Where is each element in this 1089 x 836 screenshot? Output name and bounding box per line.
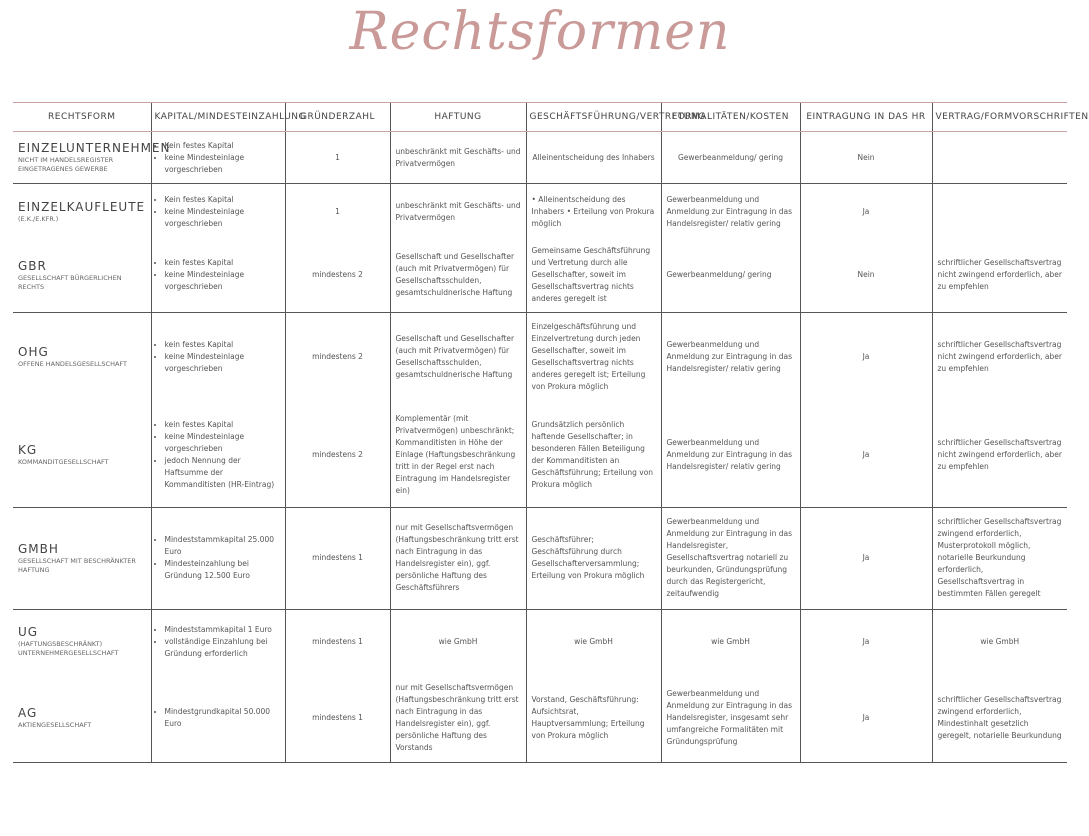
- hr-cell: Ja: [800, 184, 932, 239]
- rechtsform-name: GBR: [18, 258, 47, 273]
- kapital-item: • Mindeststammkapital 25.000 Euro: [165, 534, 280, 558]
- col-header-haftung: HAFTUNG: [390, 103, 526, 132]
- rechtsform-subtitle: KOMMANDITGESELLSCHAFT: [18, 457, 109, 466]
- formalitaeten-cell: Gewerbeanmeldung und Anmeldung zur Eintragung in das Handelsregister/ relativ gering: [661, 312, 800, 402]
- rechtsform-subtitle: NICHT IM HANDELSREGISTER EINGETRAGENES GEWERBE: [18, 156, 114, 174]
- geschaeftsfuehrung-cell: Einzelgeschäftsführung und Einzelvertretung durch jeden Gesellschafter, soweit im Gesellschaftsvertrag nichts anderes geregelt ist; Erteilung von Prokura möglich: [526, 312, 661, 402]
- kapital-item: • Kein festes Kapital: [165, 140, 280, 152]
- rechtsform-cell: [13, 312, 151, 402]
- rechtsform-name: KG: [18, 442, 38, 457]
- rechtsform-name: EINZELUNTERNEHMEN: [18, 141, 171, 156]
- hr-cell: Ja: [800, 312, 932, 402]
- formalitaeten-cell: Gewerbeanmeldung und Anmeldung zur Eintragung in das Handelsregister, Gesellschaftsvertrag notariell zu beurkunden, Gründungsprüfung durch das Registergericht, zeitaufwendig: [661, 507, 800, 609]
- hr-cell: Ja: [800, 674, 932, 762]
- haftung-cell: Gesellschaft und Gesellschafter (auch mit Privatvermögen) für Gesellschaftsschulden, gesamtschuldnerische Haftung: [390, 312, 526, 402]
- table-row: [13, 312, 1067, 402]
- kapital-item: • Kein festes Kapital: [165, 194, 280, 206]
- vertrag-cell: schriftlicher Gesellschaftsvertrag zwingend erforderlich, Musterprotokoll möglich, notarielle Beurkundung erforderlich, Gesellschaftsvertrag in bestimmten Fällen geregelt: [932, 507, 1067, 609]
- col-header-geschaeftsfuehrung: GESCHÄFTSFÜHRUNG/VERTRETUNG: [526, 103, 661, 132]
- kapital-cell: [151, 507, 285, 609]
- gruenderzahl-cell: mindestens 2: [285, 402, 390, 507]
- vertrag-cell: schriftlicher Gesellschaftsvertrag nicht zwingend erforderlich, aber zu empfehlen: [932, 239, 1067, 312]
- haftung-cell: nur mit Gesellschaftsvermögen (Haftungsbeschränkung tritt erst nach Eintragung in das Handelsregister ein), ggf. persönliche Haftung des Vorstands: [390, 674, 526, 762]
- gruenderzahl-cell: 1: [285, 184, 390, 239]
- kapital-item: • kein festes Kapital: [165, 257, 280, 269]
- gruenderzahl-cell: mindestens 2: [285, 312, 390, 402]
- col-header-kapital: KAPITAL/MINDESTEINZAHLUNG: [151, 103, 285, 132]
- geschaeftsfuehrung-cell: Geschäftsführer; Geschäftsführung durch Gesellschafterversammlung; Erteilung von Prokura möglich: [526, 507, 661, 609]
- rechtsform-cell: [13, 402, 151, 507]
- formalitaeten-cell: wie GmbH: [661, 609, 800, 674]
- kapital-item: • keine Mindesteinlage vorgeschrieben: [165, 206, 280, 230]
- vertrag-cell: schriftlicher Gesellschaftsvertrag nicht zwingend erforderlich, aber zu empfehlen: [932, 402, 1067, 507]
- kapital-cell: [151, 674, 285, 762]
- rechtsformen-table-wrapper: [13, 102, 1089, 763]
- page-title: Rechtsformen: [349, 2, 731, 62]
- gruenderzahl-cell: mindestens 1: [285, 609, 390, 674]
- kapital-cell: [151, 609, 285, 674]
- kapital-item: • vollständige Einzahlung bei Gründung erforderlich: [165, 636, 280, 660]
- kapital-item: • kein festes Kapital: [165, 339, 280, 351]
- rechtsform-name: EINZELKAUFLEUTE: [18, 199, 146, 214]
- col-header-gruenderzahl: GRÜNDERZAHL: [285, 103, 390, 132]
- rechtsform-name: GMBH: [18, 541, 59, 556]
- hr-cell: Ja: [800, 609, 932, 674]
- rechtsform-subtitle: GESELLSCHAFT BÜRGERLICHEN RECHTS: [18, 273, 122, 291]
- formalitaeten-cell: Gewerbeanmeldung und Anmeldung zur Eintragung in das Handelsregister/ relativ gering: [661, 402, 800, 507]
- rechtsform-name: UG: [18, 625, 39, 640]
- formalitaeten-cell: Gewerbeanmeldung/ gering: [661, 132, 800, 184]
- rechtsform-cell: [13, 132, 171, 184]
- vertrag-cell: [932, 132, 1067, 184]
- geschaeftsfuehrung-cell: • Alleinentscheidung des Inhabers • Erteilung von Prokura möglich: [526, 184, 661, 239]
- rechtsform-subtitle: GESELLSCHAFT MIT BESCHRÄNKTER HAFTUNG: [18, 556, 136, 574]
- formalitaeten-cell: Gewerbeanmeldung und Anmeldung zur Eintragung in das Handelsregister/ relativ gering: [661, 184, 800, 239]
- kapital-item: • keine Mindesteinlage vorgeschrieben: [165, 152, 280, 176]
- vertrag-cell: [932, 184, 1067, 239]
- geschaeftsfuehrung-cell: Grundsätzlich persönlich haftende Gesellschafter; in besonderen Fällen Beteiligung der Kommanditisten an Geschäftsführung; Erteilung von Prokura möglich: [526, 402, 661, 507]
- table-row: [13, 609, 1067, 674]
- haftung-cell: nur mit Gesellschaftsvermögen (Haftungsbeschränkung tritt erst nach Eintragung in das Handelsregister ein), ggf. persönliche Haftung des Geschäftsführers: [390, 507, 526, 609]
- gruenderzahl-cell: mindestens 1: [285, 507, 390, 609]
- kapital-item: • Mindeststammkapital 1 Euro: [165, 624, 280, 636]
- rechtsform-cell: [13, 609, 151, 674]
- table-row: [13, 674, 1067, 762]
- header-row: [13, 103, 1067, 132]
- geschaeftsfuehrung-cell: wie GmbH: [526, 609, 661, 674]
- rechtsform-name: AG: [18, 706, 38, 721]
- kapital-cell: [151, 239, 285, 312]
- kapital-item: • jedoch Nennung der Haftsumme der Kommanditisten (HR-Eintrag): [165, 455, 280, 491]
- rechtsform-subtitle: (HAFTUNGSBESCHRÄNKT) UNTERNEHMERGESELLSCHAFT: [18, 640, 119, 658]
- gruenderzahl-cell: mindestens 2: [285, 239, 390, 312]
- col-header-rechtsform: RECHTSFORM: [13, 103, 151, 132]
- table-row: [13, 132, 1067, 184]
- col-header-formalitaeten: FORMALITÄTEN/KOSTEN: [661, 103, 800, 132]
- rechtsform-subtitle: (E.K./E.KFR.): [18, 214, 59, 223]
- kapital-cell: [151, 132, 285, 184]
- rechtsform-cell: [13, 184, 151, 239]
- table-row: [13, 184, 1067, 239]
- rechtsform-cell: [13, 674, 151, 762]
- rechtsformen-table: [13, 102, 1089, 763]
- gruenderzahl-cell: 1: [285, 132, 390, 184]
- geschaeftsfuehrung-cell: Vorstand, Geschäftsführung: Aufsichtsrat, Hauptversammlung; Erteilung von Prokura möglich: [526, 674, 661, 762]
- hr-cell: Ja: [800, 507, 932, 609]
- kapital-cell: [151, 312, 285, 402]
- gruenderzahl-cell: mindestens 1: [285, 674, 390, 762]
- hr-cell: Ja: [800, 402, 932, 507]
- table-row: [13, 507, 1067, 609]
- rechtsform-subtitle: OFFENE HANDELSGESELLSCHAFT: [18, 360, 128, 369]
- kapital-item: • kein festes Kapital: [165, 419, 280, 431]
- kapital-item: • keine Mindesteinlage vorgeschrieben: [165, 269, 280, 293]
- rechtsform-name: OHG: [18, 345, 49, 360]
- rechtsform-cell: [13, 507, 151, 609]
- kapital-cell: [151, 402, 285, 507]
- haftung-cell: unbeschränkt mit Geschäfts- und Privatvermögen: [390, 132, 526, 184]
- rechtsform-cell: [13, 239, 151, 312]
- kapital-item: • Mindestgrundkapital 50.000 Euro: [165, 706, 280, 730]
- kapital-item: • keine Mindesteinlage vorgeschrieben: [165, 351, 280, 375]
- kapital-item: • Mindesteinzahlung bei Gründung 12.500 Euro: [165, 558, 280, 582]
- rechtsform-subtitle: AKTIENGESELLSCHAFT: [18, 721, 92, 730]
- haftung-cell: unbeschränkt mit Geschäfts- und Privatvermögen: [390, 184, 526, 239]
- geschaeftsfuehrung-cell: Gemeinsame Geschäftsführung und Vertretung durch alle Gesellschafter, soweit im Gesellschaftsvertrag nichts anderes geregelt ist: [526, 239, 661, 312]
- col-header-eintragung-hr: EINTRAGUNG IN DAS HR: [800, 103, 932, 132]
- kapital-item: • keine Mindesteinlage vorgeschrieben: [165, 431, 280, 455]
- hr-cell: Nein: [800, 239, 932, 312]
- kapital-cell: [151, 184, 285, 239]
- vertrag-cell: wie GmbH: [932, 609, 1067, 674]
- formalitaeten-cell: Gewerbeanmeldung und Anmeldung zur Eintragung in das Handelsregister, insgesamt sehr umfangreiche Formalitäten mit Gründungsprüfung: [661, 674, 800, 762]
- haftung-cell: wie GmbH: [390, 609, 526, 674]
- col-header-vertrag: VERTRAG/FORMVORSCHRIFTEN: [932, 103, 1067, 132]
- hr-cell: Nein: [800, 132, 932, 184]
- geschaeftsfuehrung-cell: Alleinentscheidung des Inhabers: [526, 132, 661, 184]
- haftung-cell: Gesellschaft und Gesellschafter (auch mit Privatvermögen) für Gesellschaftsschulden, gesamtschuldnerische Haftung: [390, 239, 526, 312]
- vertrag-cell: schriftlicher Gesellschaftsvertrag nicht zwingend erforderlich, aber zu empfehlen: [932, 312, 1067, 402]
- haftung-cell: Komplementär (mit Privatvermögen) unbeschränkt; Kommanditisten in Höhe der Einlage (Haftungsbeschränkung tritt in der Regel erst nach Eintragung im Handelsregister ein): [390, 402, 526, 507]
- formalitaeten-cell: Gewerbeanmeldung/ gering: [661, 239, 800, 312]
- table-row: [13, 402, 1067, 507]
- vertrag-cell: schriftlicher Gesellschaftsvertrag zwingend erforderlich, Mindestinhalt gesetzlich geregelt, notarielle Beurkundung: [932, 674, 1067, 762]
- table-row: [13, 239, 1067, 312]
